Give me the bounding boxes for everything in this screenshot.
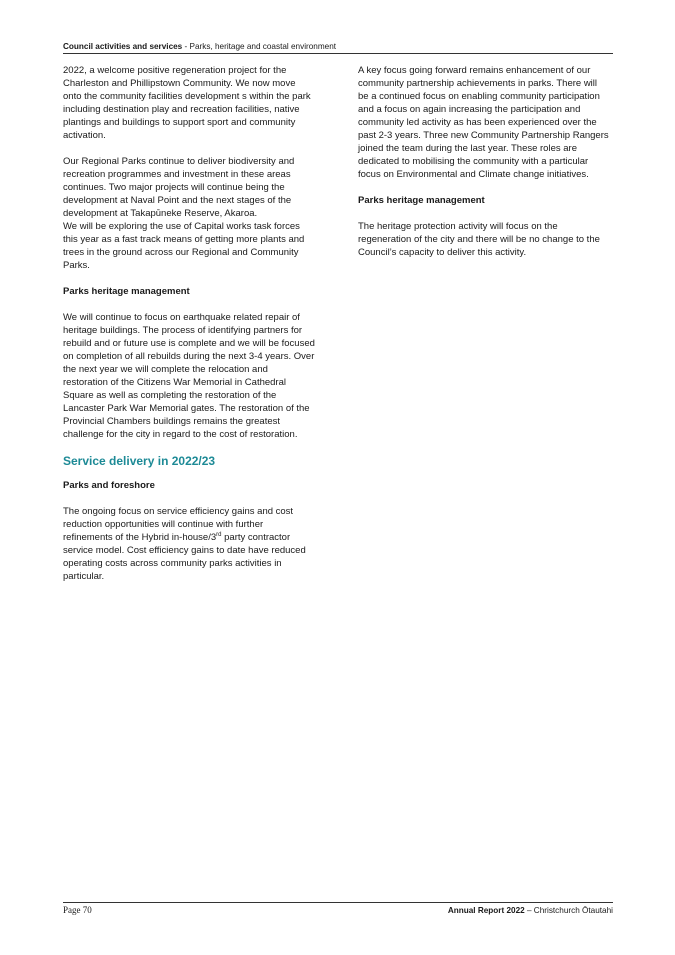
- page-number: Page 70: [63, 905, 92, 915]
- right-column: [358, 64, 610, 272]
- left-column: [63, 64, 315, 596]
- footer-rule: [63, 902, 613, 903]
- running-footer: [448, 905, 613, 916]
- paragraph: We will be exploring the use of Capital works task forces this year as a fast track means of getting more plants and trees in the ground across our Regional and Community Parks.: [63, 221, 305, 271]
- paragraph: The heritage protection activity will focus on the regeneration of the city and there will be no change to the Council’s capacity to deliver this activity.: [358, 221, 600, 258]
- paragraph: Our Regional Parks continue to deliver biodiversity and recreation programmes and investment in these areas continues. Two major projects will continue being the development at Naval Point and the next stages of the development at Takapūneke Reserve, Akaroa.: [63, 156, 295, 219]
- running-header: [63, 41, 613, 52]
- footer-report-title: Annual Report 2022: [447, 906, 525, 915]
- paragraph: A key focus going forward remains enhancement of our community partnership achievements in parks. There will be a continued focus on enabling community participation and a focus on again increasing the participation and community led activity as has been experienced over the past 2-3 years. Three new Community Partnership Rangers joined the team during the last year. These roles are dedicated to mobilising the community with a particular focus on Environmental and Climate change initiatives.: [358, 65, 609, 180]
- footer-city: – Christchurch Ōtautahi: [524, 906, 613, 915]
- subheading-heritage: Parks heritage management: [358, 195, 485, 206]
- subheading-foreshore: Parks and foreshore: [63, 480, 155, 491]
- paragraph: We will continue to focus on earthquake related repair of heritage buildings. The process of identifying partners for rebuild and or future use is complete and we will be focused on completion of all rebuilds during the next 3-4 years. Over the next year we will complete the relocation and restoration of the Citizens War Memorial in Cathedral Square as well as completing the restoration of the Lancaster Park War Memorial gates. The restoration of the Provincial Chambers buildings remains the greatest challenge for the city in regard to the cost of restoration.: [63, 312, 315, 440]
- header-rule: [63, 53, 613, 54]
- section-heading: Service delivery in 2022/23: [63, 454, 216, 468]
- paragraph: The ongoing focus on service efficiency gains and cost reduction opportunities will continue with further refinements of the Hybrid in-house/3rd party contractor service model. Cost efficiency gains to date have reduced operating costs across community parks activities in particular.: [63, 506, 306, 582]
- paragraph: 2022, a welcome positive regeneration project for the Charleston and Phillipstown Community. We now move onto the community facilities development s within the park including destination play and recreation facilities, native plantings and buildings to support sport and community activation.: [63, 65, 311, 141]
- subheading-heritage: Parks heritage management: [63, 286, 190, 297]
- header-subsection: - Parks, heritage and coastal environment: [182, 42, 337, 51]
- header-section-title: Council activities and services: [63, 42, 183, 51]
